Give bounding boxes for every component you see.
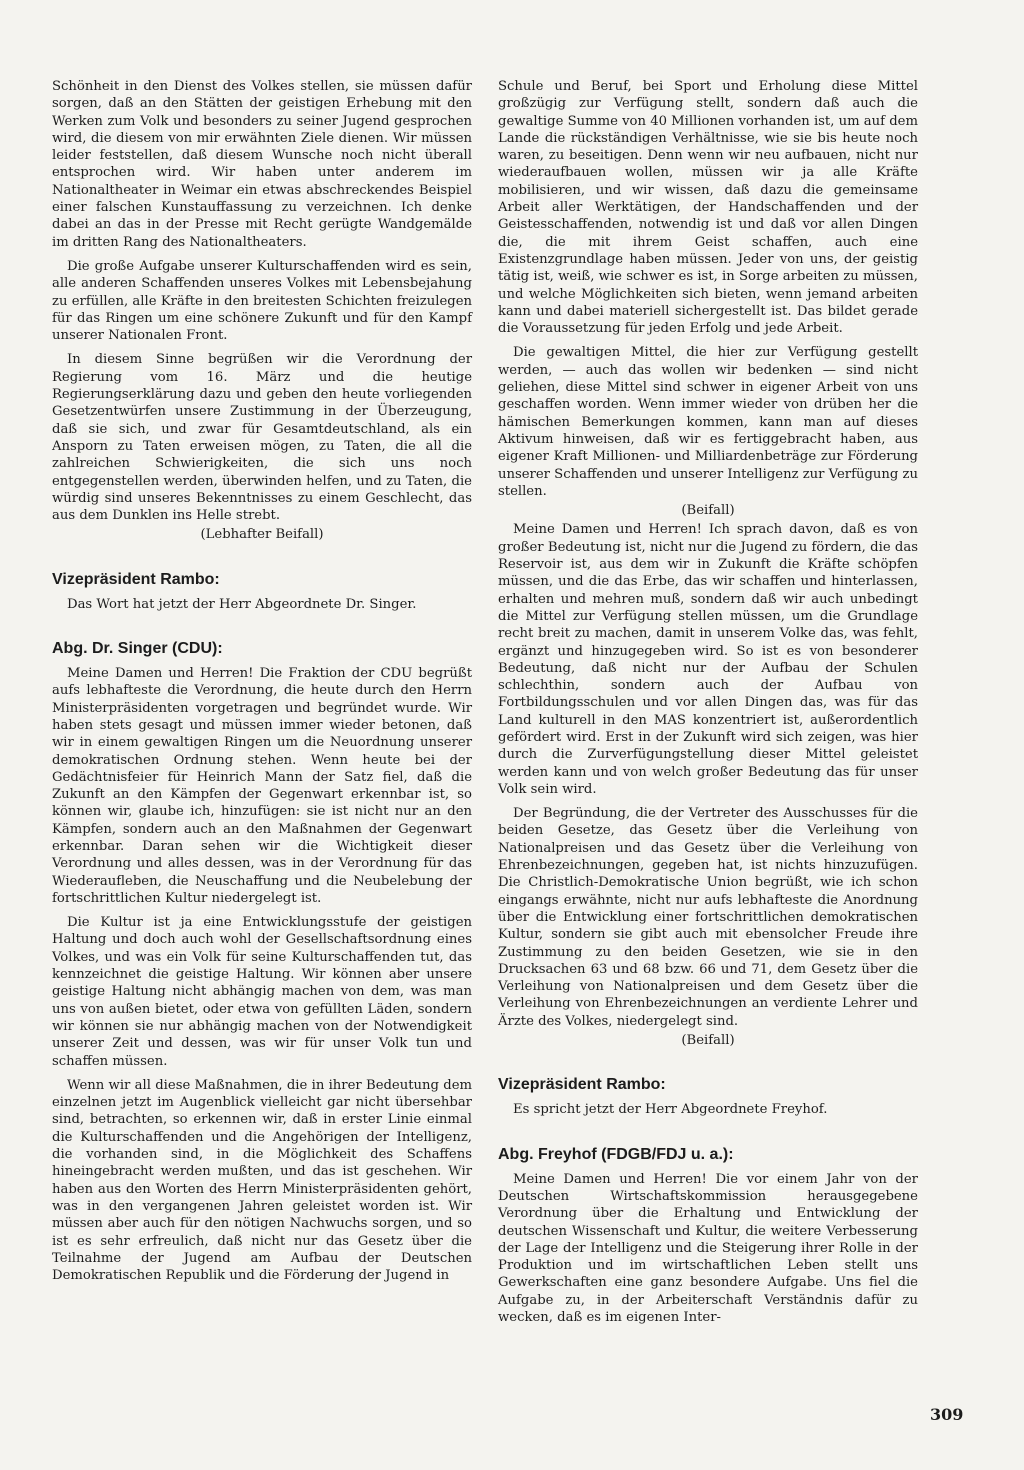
paragraph: Meine Damen und Herren! Die vor einem Jahr von der Deutschen Wirtschaftskommission herausgegebene Verordnung über die Erhaltung und Entwicklung der deutschen Wissenschaft und Kultur, die weitere Verbesserung der Lage der Intelligenz und die Steigerung ihrer Rolle in der Produktion und im wirtschaftlichen Leben stellt uns Gewerkschaften eine ganz besondere Aufgabe. Uns fiel die Aufgabe zu, in der Arbeiterschaft Verständnis dafür zu wecken, daß es im eigenen Inter- bbox=[498, 1171, 918, 1325]
applause-note: (Beifall) bbox=[681, 503, 735, 519]
speaker-heading: Vizepräsident Rambo: bbox=[498, 1076, 666, 1094]
paragraph: Meine Damen und Herren! Ich sprach davon, daß es von großer Bedeutung ist, nicht nur die Jugend zu fördern, die das Reservoir ist, aus dem wir in Zukunft die Kräfte schöpfen müssen, und die das Erbe, das wir schaffen und hinterlassen, erhalten und mehren muß, sondern daß wir auch unbedingt die Mittel zur Verfügung stellen müssen, um die Grundlage recht breit zu machen, damit in unserem Volke das, was fehlt, ergänzt und hinzugegeben wird. So ist es von besonderer Bedeutung, daß nicht nur der Aufbau der Schulen schlechthin, sondern auch der Aufbau von Fortbildungsschulen und vor allen Dingen das, was für das Land kulturell in den MAS konzentriert ist, außerordentlich gefördert wird. Erst in der Zukunft wird sich zeigen, was hier durch die Zurverfügungstellung dieser Mittel geleistet werden kann und von welch großer Bedeutung das für unser Volk sein wird. bbox=[498, 522, 918, 797]
paragraph: Wenn wir all diese Maßnahmen, die in ihrer Bedeutung dem einzelnen jetzt im Augenblick vielleicht gar nicht übersehbar sind, betrachten, so erkennen wir, daß in erster Linie einmal die Kulturschaffenden und die Angehörigen der Intelligenz, die vorhanden sind, in die Möglichkeit des Schaffens hineingebracht werden mußten, und das ist geschehen. Wir haben aus den Worten des Herrn Ministerpräsidenten gehört, was in den vergangenen Jahren geleistet worden ist. Wir müssen aber auch für den nötigen Nachwuchs sorgen, und so ist es sehr erfreulich, daß nicht nur das Gesetz über die Teilnahme der Jugend am Aufbau der Deutschen Demokratischen Republik und die Förderung der Jugend in bbox=[52, 1077, 472, 1284]
paragraph: Das Wort hat jetzt der Herr Abgeordnete Dr. Singer. bbox=[67, 596, 417, 612]
applause-note: (Beifall) bbox=[681, 1033, 735, 1049]
speaker-heading: Abg. Dr. Singer (CDU): bbox=[52, 640, 223, 658]
paragraph: Die gewaltigen Mittel, die hier zur Verfügung gestellt werden, — auch das wollen wir bedenken — sind nicht geliehen, diese Mittel sind schwer in eigener Arbeit von uns geschaffen worden. Wenn immer wieder von drüben her die hämischen Bemerkungen kommen, kann man auf dieses Aktivum hinweisen, daß wir es fertiggebracht haben, aus eigener Kraft Millionen- und Milliardenbeträge zur Förderung unserer Schaffenden und unserer Intelligenz zur Verfügung zu stellen. bbox=[498, 345, 918, 499]
paragraph: Die Kultur ist ja eine Entwicklungsstufe der geistigen Haltung und doch auch wohl der Gesellschaftsordnung eines Volkes, und was ein Volk für seine Kulturschaffenden tut, das kennzeichnet die geistige Haltung. Wir können aber unsere geistige Haltung nicht abhängig machen von dem, was man uns von außen bietet, oder etwa von gefüllten Läden, sondern wir können sie nur abhängig machen von der Notwendigkeit unserer Zeit und dessen, was wir für unser Volk tun und schaffen müssen. bbox=[52, 915, 472, 1069]
left-column bbox=[52, 78, 472, 1284]
paragraph: Schule und Beruf, bei Sport und Erholung diese Mittel großzügig zur Verfügung stellt, sondern daß auch die gewaltige Summe von 40 Millionen vorhanden ist, um auf dem Lande die rückständigen Verhältnisse, wie sie bis heute noch waren, zu beseitigen. Denn wenn wir neu aufbauen, nicht nur wiederaufbauen wollen, müssen wir ja alle Kräfte mobilisieren, und wir wissen, daß dazu die gemeinsame Arbeit aller Werktätigen, der Handschaffenden und der Geistesschaffenden, notwendig ist und daß vor allen Dingen die, die mit ihrem Geist schaffen, auch eine Existenzgrundlage haben müssen. Jeder von uns, der geistig tätig ist, weiß, wie schwer es ist, in Sorge arbeiten zu müssen, und welche Möglichkeiten sich bieten, wenn jemand arbeiten kann und dabei materiell sichergestellt ist. Das bildet gerade die Voraussetzung für jeden Erfolg und jede Arbeit. bbox=[498, 79, 918, 337]
paragraph: In diesem Sinne begrüßen wir die Verordnung der Regierung vom 16. März und die heutige Regierungserklärung dazu und geben den heute vorliegenden Gesetzentwürfen unsere Zustimmung in der Überzeugung, daß sie sich, und zwar für Gesamtdeutschland, als ein Ansporn zu Taten erweisen mögen, zu Taten, die all die zahlreichen Schwierigkeiten, die sich uns noch entgegenstellen werden, überwinden helfen, und zu Taten, die würdig sind unseres Bekenntnisses zu einem Geschlecht, das aus dem Dunklen ins Helle strebt. bbox=[52, 352, 472, 524]
speaker-heading: Abg. Freyhof (FDGB/FDJ u. a.): bbox=[498, 1145, 734, 1163]
paragraph: Schönheit in den Dienst des Volkes stellen, sie müssen dafür sorgen, daß an den Stätten der geistigen Erhebung mit den Werken zum Volk und besonders zu seiner Jugend gesprochen wird, die diesem von mir erwähnten Ziele dienen. Wir müssen leider feststellen, daß diesem Wunsche noch nicht überall entsprochen wird. Wir haben unter anderem im Nationaltheater in Weimar ein etwas abschreckendes Beispiel einer falschen Kunstauffassung zu verzeichnen. Ich denke dabei an das in der Presse mit Recht gerügte Wandgemälde im dritten Rang des Nationaltheaters. bbox=[52, 79, 472, 250]
page-number: 309 bbox=[930, 1405, 964, 1424]
paragraph: Die große Aufgabe unserer Kulturschaffenden wird es sein, alle anderen Schaffenden unseres Volkes mit Lebensbejahung zu erfüllen, alle Kräfte in den breitesten Schichten freizulegen für das Ringen um eine schönere Zukunft und für den Kampf unserer Nationalen Front. bbox=[52, 258, 472, 344]
paragraph: Es spricht jetzt der Herr Abgeordnete Freyhof. bbox=[513, 1102, 828, 1118]
paragraph: Der Begründung, die der Vertreter des Ausschusses für die beiden Gesetze, das Gesetz über die Verleihung von Nationalpreisen und das Gesetz über die Verleihung von Ehrenbezeichnungen, gegeben hat, ist nichts hinzuzufügen. Die Christlich-Demokratische Union begrüßt, wie ich schon eingangs erwähnte, nicht nur aufs lebhafteste die Anordnung über die Entwicklung einer fortschrittlichen demokratischen Kultur, sondern sie gibt auch mit ebensolcher Freude ihre Zustimmung zu den beiden Gesetzen, wie sie in den Drucksachen 63 und 68 bzw. 66 und 71, dem Gesetz über die Verleihung von Nationalpreisen und dem Gesetz über die Verleihung von Ehrenbezeichnungen an verdiente Lehrer und Ärzte des Volkes, niedergelegt sind. bbox=[498, 806, 918, 1029]
right-column bbox=[498, 78, 918, 1326]
applause-note: (Lebhafter Beifall) bbox=[200, 527, 324, 543]
speaker-heading: Vizepräsident Rambo: bbox=[52, 570, 220, 588]
paragraph: Meine Damen und Herren! Die Fraktion der CDU begrüßt aufs lebhafteste die Verordnung, die heute durch den Herrn Ministerpräsidenten vorgetragen und begründet wurde. Wir haben stets gesagt und müssen immer wieder betonen, daß wir in einem gewaltigen Ringen um die Neuordnung unserer demokratischen Ordnung stehen. Wenn heute bei der Gedächtnisfeier für Heinrich Mann der Satz fiel, daß die Zukunft an den Kämpfen der Gegenwart erkennbar ist, so können wir, glaube ich, hinzufügen: sie ist nicht nur an den Kämpfen, sondern auch an den Maßnahmen der Gegenwart erkennbar. Daran sehen wir die Wichtigkeit dieser Verordnung und alles dessen, was in der Verordnung für das Wiederaufleben, die Neuschaffung und die Neubelebung der fortschrittlichen Kultur niedergelegt ist. bbox=[52, 666, 472, 906]
